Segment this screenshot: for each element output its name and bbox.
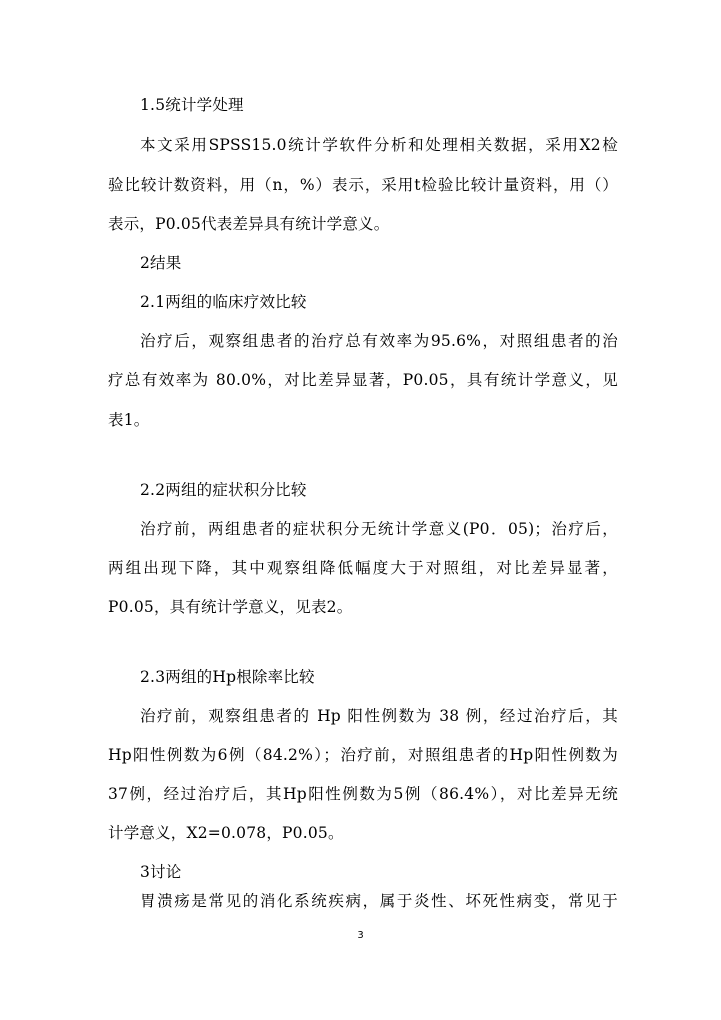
page-number: 3 (357, 930, 364, 941)
section-heading-3: 3讨论 (140, 863, 182, 881)
paragraph-line: 治疗前，观察组患者的 Hp 阳性例数为 38 例，经过治疗后，其 (140, 707, 618, 725)
paragraph-line: 治疗前，两组患者的症状积分无统计学意义(P0．05)；治疗后， (140, 520, 618, 538)
paragraph-line: 两组出现下降，其中观察组降低幅度大于对照组，对比差异显著， (108, 559, 618, 577)
paragraph-line: 治疗后，观察组患者的治疗总有效率为95.6%，对照组患者的治 (140, 332, 618, 350)
paragraph-line: 验比较计数资料，用（n，%）表示，采用t检验比较计量资料，用（） (108, 176, 618, 194)
paragraph-line: 37例，经过治疗后，其Hp阳性例数为5例（86.4%），对比差异无统 (108, 785, 618, 803)
section-heading-1-5: 1.5统计学处理 (140, 96, 244, 114)
paragraph-line: 本文采用SPSS15.0统计学软件分析和处理相关数据，采用X2检 (140, 136, 618, 154)
paragraph-line: Hp阳性例数为6例（84.2%）；治疗前，对照组患者的Hp阳性例数为 (108, 746, 618, 764)
section-heading-2-1: 2.1两组的临床疗效比较 (140, 293, 307, 311)
section-heading-2: 2结果 (140, 254, 182, 272)
paragraph-line: 疗总有效率为 80.0%，对比差异显著，P0.05，具有统计学意义，见 (108, 371, 618, 389)
section-heading-2-2: 2.2两组的症状积分比较 (140, 481, 307, 499)
paragraph-line: 表1。 (108, 411, 150, 429)
paragraph-line: 胃溃疡是常见的消化系统疾病，属于炎性、坏死性病变，常见于 (140, 892, 618, 910)
paragraph-line: 计学意义，X2=0.078，P0.05。 (108, 824, 344, 842)
section-heading-2-3: 2.3两组的Hp根除率比较 (140, 668, 315, 686)
paragraph-line: P0.05，具有统计学意义，见表2。 (108, 598, 353, 616)
paragraph-line: 表示，P0.05代表差异具有统计学意义。 (108, 215, 390, 233)
